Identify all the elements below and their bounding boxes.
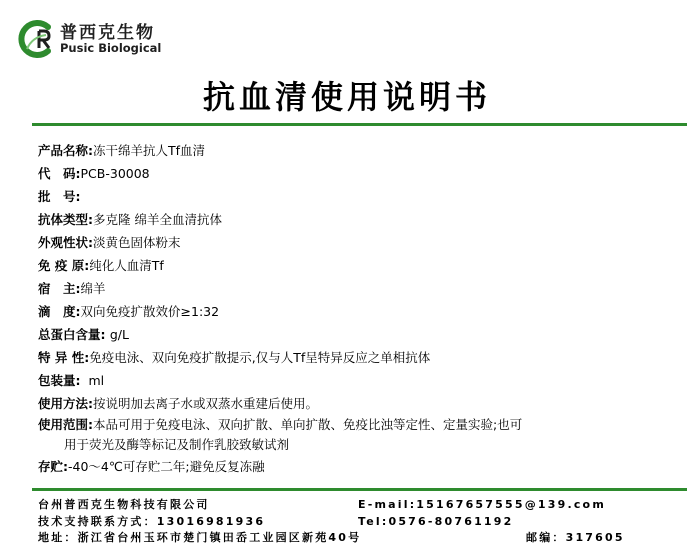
footer-row-company [38, 497, 658, 514]
field-titer: 滴 度:双向免疫扩散效价≥1:32 [38, 304, 220, 319]
field-batch: 批 号: [38, 189, 81, 204]
field-antibody-type: 抗体类型:多克隆 绵羊全血清抗体 [38, 212, 222, 227]
brand-name-en: Pusic Biological [60, 41, 162, 55]
field-code: 代 码:PCB-30008 [38, 166, 150, 181]
company-name: 台州普西克生物科技有限公司 [38, 498, 210, 511]
pusic-logo-icon [18, 19, 56, 59]
field-total-protein: 总蛋白含量: g/L [38, 327, 129, 342]
company-tel: Tel:0576-80761192 [358, 514, 514, 528]
footer-row-address [38, 530, 658, 547]
brand-name-cn: 普西克生物 [60, 23, 155, 43]
company-postcode: 邮编：317605 [526, 531, 625, 544]
field-application-continued: 用于荧光及酶等标记及制作乳胶致敏试剂 [64, 437, 290, 452]
field-application: 使用范围:本品可用于免疫电泳、双向扩散、单向扩散、免疫比浊等定性、定量实验;也可 [38, 417, 523, 432]
support-phone: 技术支持联系方式：13016981936 [38, 514, 266, 528]
footer [38, 497, 658, 547]
field-storage: 存贮:-40～4℃可存贮二年;避免反复冻融 [38, 459, 265, 474]
field-immunogen: 免 疫 原:纯化人血清Tf [38, 258, 164, 273]
field-host: 宿 主:绵羊 [38, 281, 106, 296]
field-package: 包装量: ml [38, 373, 105, 388]
footer-divider [32, 488, 687, 491]
field-appearance: 外观性状:淡黄色固体粉末 [38, 235, 181, 250]
company-email: E-mail:15167657555@139.com [358, 498, 606, 511]
header-divider [32, 123, 687, 126]
document-title: 抗血清使用说明书 [202, 78, 491, 116]
footer-row-contact [38, 514, 658, 531]
field-usage: 使用方法:按说明加去离子水或双蒸水重建后使用。 [38, 396, 319, 411]
product-fields [38, 139, 678, 478]
company-address: 地址：浙江省台州玉环市楚门镇田岙工业园区新苑40号 [38, 531, 362, 544]
brand-logo [18, 17, 178, 65]
field-specificity: 特 异 性:免疫电泳、双向免疫扩散提示,仅与人Tf呈特异反应之单相抗体 [38, 350, 431, 365]
field-product-name: 产品名称:冻干绵羊抗人Tf血清 [38, 143, 206, 158]
